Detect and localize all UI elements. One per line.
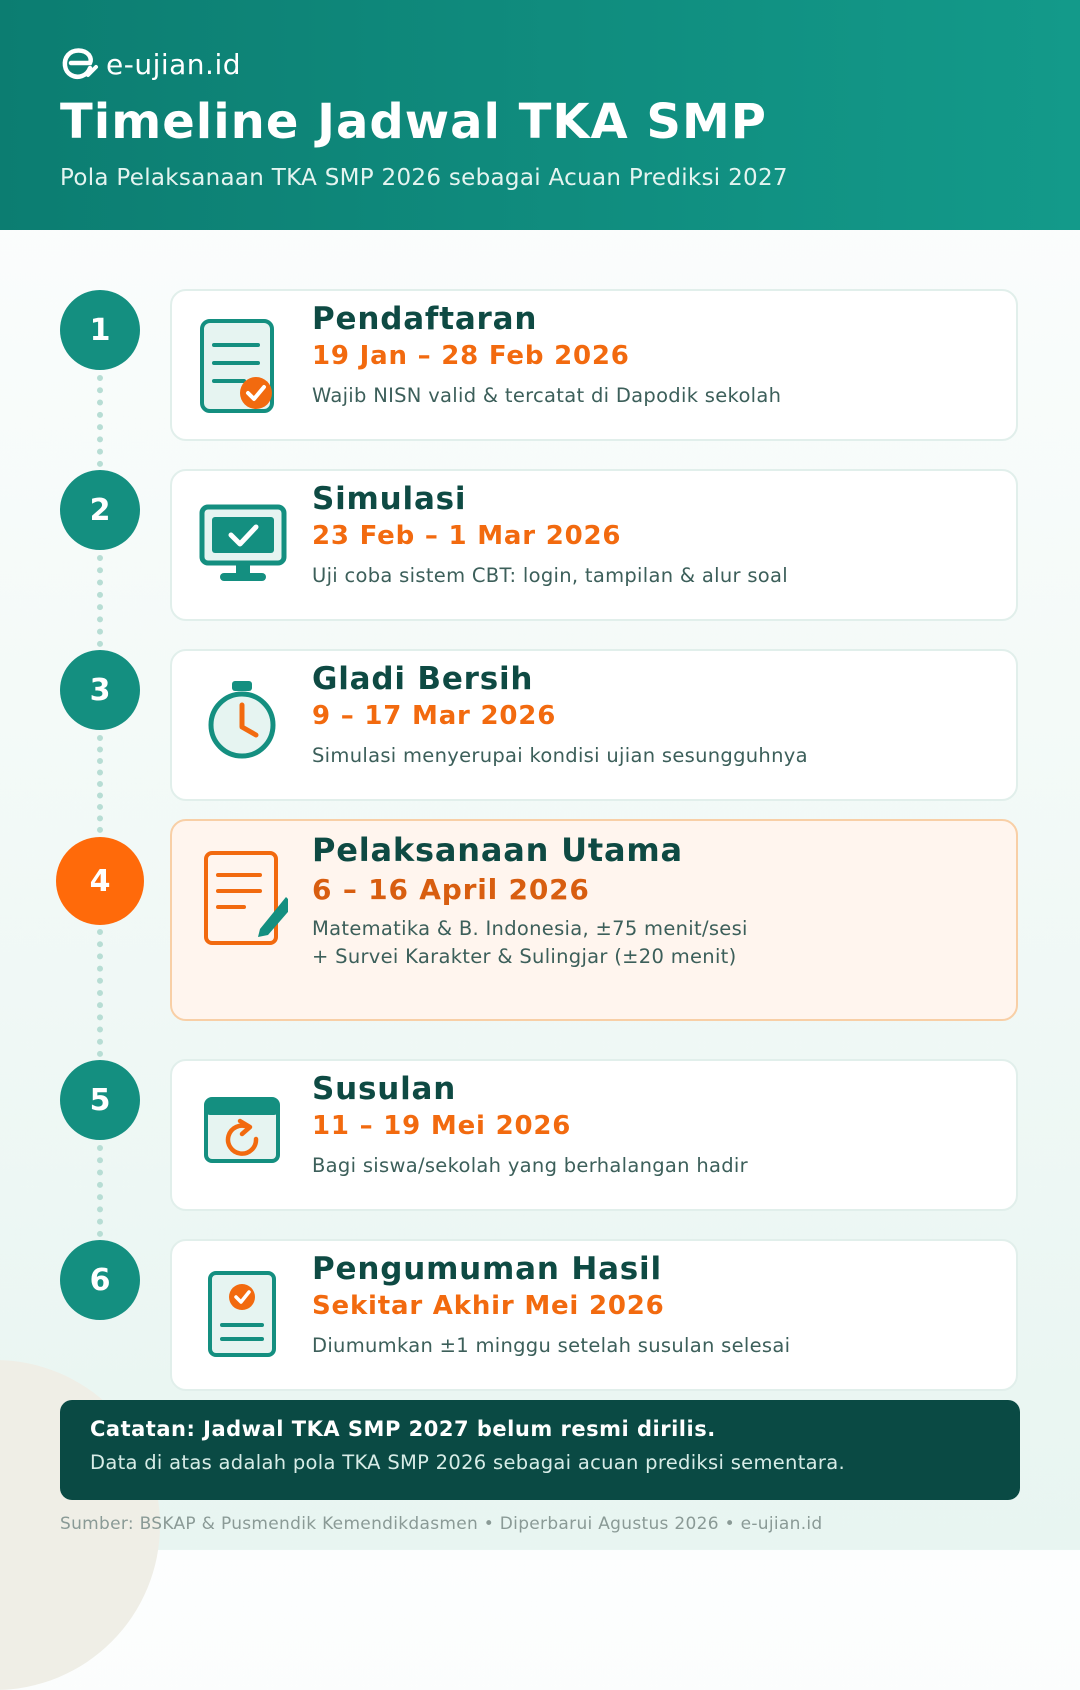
step-description-line: Matematika & B. Indonesia, ±75 menit/sesi: [312, 917, 748, 940]
calendar-redo-icon: [198, 1087, 288, 1187]
timeline-card-pengumuman-hasil: [170, 1239, 1018, 1391]
step-number-badge-active: 4: [56, 837, 144, 925]
step-number-badge: 3: [60, 650, 140, 730]
timeline-connector: [97, 929, 103, 1057]
timeline-card-pendaftaran: [170, 289, 1018, 441]
step-description: Wajib NISN valid & tercatat di Dapodik sekolah: [312, 384, 782, 407]
step-title: Gladi Bersih: [312, 661, 534, 697]
timeline-card-pelaksanaan-utama: [170, 819, 1018, 1021]
header-banner: [0, 0, 1080, 230]
step-number-badge: 5: [60, 1060, 140, 1140]
timeline-card-gladi-bersih: [170, 649, 1018, 801]
brand-name: e-ujian.id: [106, 47, 241, 81]
step-description: Bagi siswa/sekolah yang berhalangan hadir: [312, 1154, 748, 1177]
step-description: Diumumkan ±1 minggu setelah susulan selesai: [312, 1334, 791, 1357]
timeline-connector: [97, 555, 103, 647]
stopwatch-icon: [198, 677, 288, 777]
step-title: Susulan: [312, 1071, 457, 1107]
timeline-card-simulasi: [170, 469, 1018, 621]
note-title: Catatan: Jadwal TKA SMP 2027 belum resmi dirilis.: [90, 1417, 716, 1441]
timeline-connector: [97, 1145, 103, 1237]
step-date: 23 Feb – 1 Mar 2026: [312, 521, 622, 551]
step-date: Sekitar Akhir Mei 2026: [312, 1291, 665, 1321]
exam-pencil-icon: [198, 849, 288, 949]
monitor-check-icon: [198, 497, 288, 597]
e-logo-icon: [60, 44, 100, 84]
checklist-document-icon: [198, 317, 288, 417]
page-subtitle: Pola Pelaksanaan TKA SMP 2026 sebagai Acuan Prediksi 2027: [60, 165, 788, 191]
step-date: 6 – 16 April 2026: [312, 873, 590, 906]
timeline-card-susulan: [170, 1059, 1018, 1211]
note-box: [60, 1400, 1020, 1500]
step-description: [312, 915, 748, 971]
step-number-badge: 2: [60, 470, 140, 550]
brand-logo: [60, 44, 241, 84]
step-date: 19 Jan – 28 Feb 2026: [312, 341, 630, 371]
step-description-line: + Survei Karakter & Sulingjar (±20 menit): [312, 945, 737, 968]
step-number-badge: 6: [60, 1240, 140, 1320]
step-description: Simulasi menyerupai kondisi ujian sesungguhnya: [312, 744, 808, 767]
step-description: Uji coba sistem CBT: login, tampilan & alur soal: [312, 564, 789, 587]
timeline-connector: [97, 735, 103, 833]
result-certificate-icon: [198, 1267, 288, 1367]
step-number-badge: 1: [60, 290, 140, 370]
page-title: Timeline Jadwal TKA SMP: [60, 94, 767, 150]
source-footer: Sumber: BSKAP & Pusmendik Kemendikdasmen • Diperbarui Agustus 2026 • e-ujian.id: [60, 1514, 823, 1534]
step-date: 11 – 19 Mei 2026: [312, 1111, 572, 1141]
note-text: Data di atas adalah pola TKA SMP 2026 sebagai acuan prediksi sementara.: [90, 1451, 845, 1474]
step-title: Simulasi: [312, 481, 467, 517]
step-title: Pendaftaran: [312, 301, 538, 337]
step-title: Pelaksanaan Utama: [312, 831, 683, 869]
step-date: 9 – 17 Mar 2026: [312, 701, 557, 731]
timeline-connector: [97, 375, 103, 467]
step-title: Pengumuman Hasil: [312, 1251, 662, 1287]
